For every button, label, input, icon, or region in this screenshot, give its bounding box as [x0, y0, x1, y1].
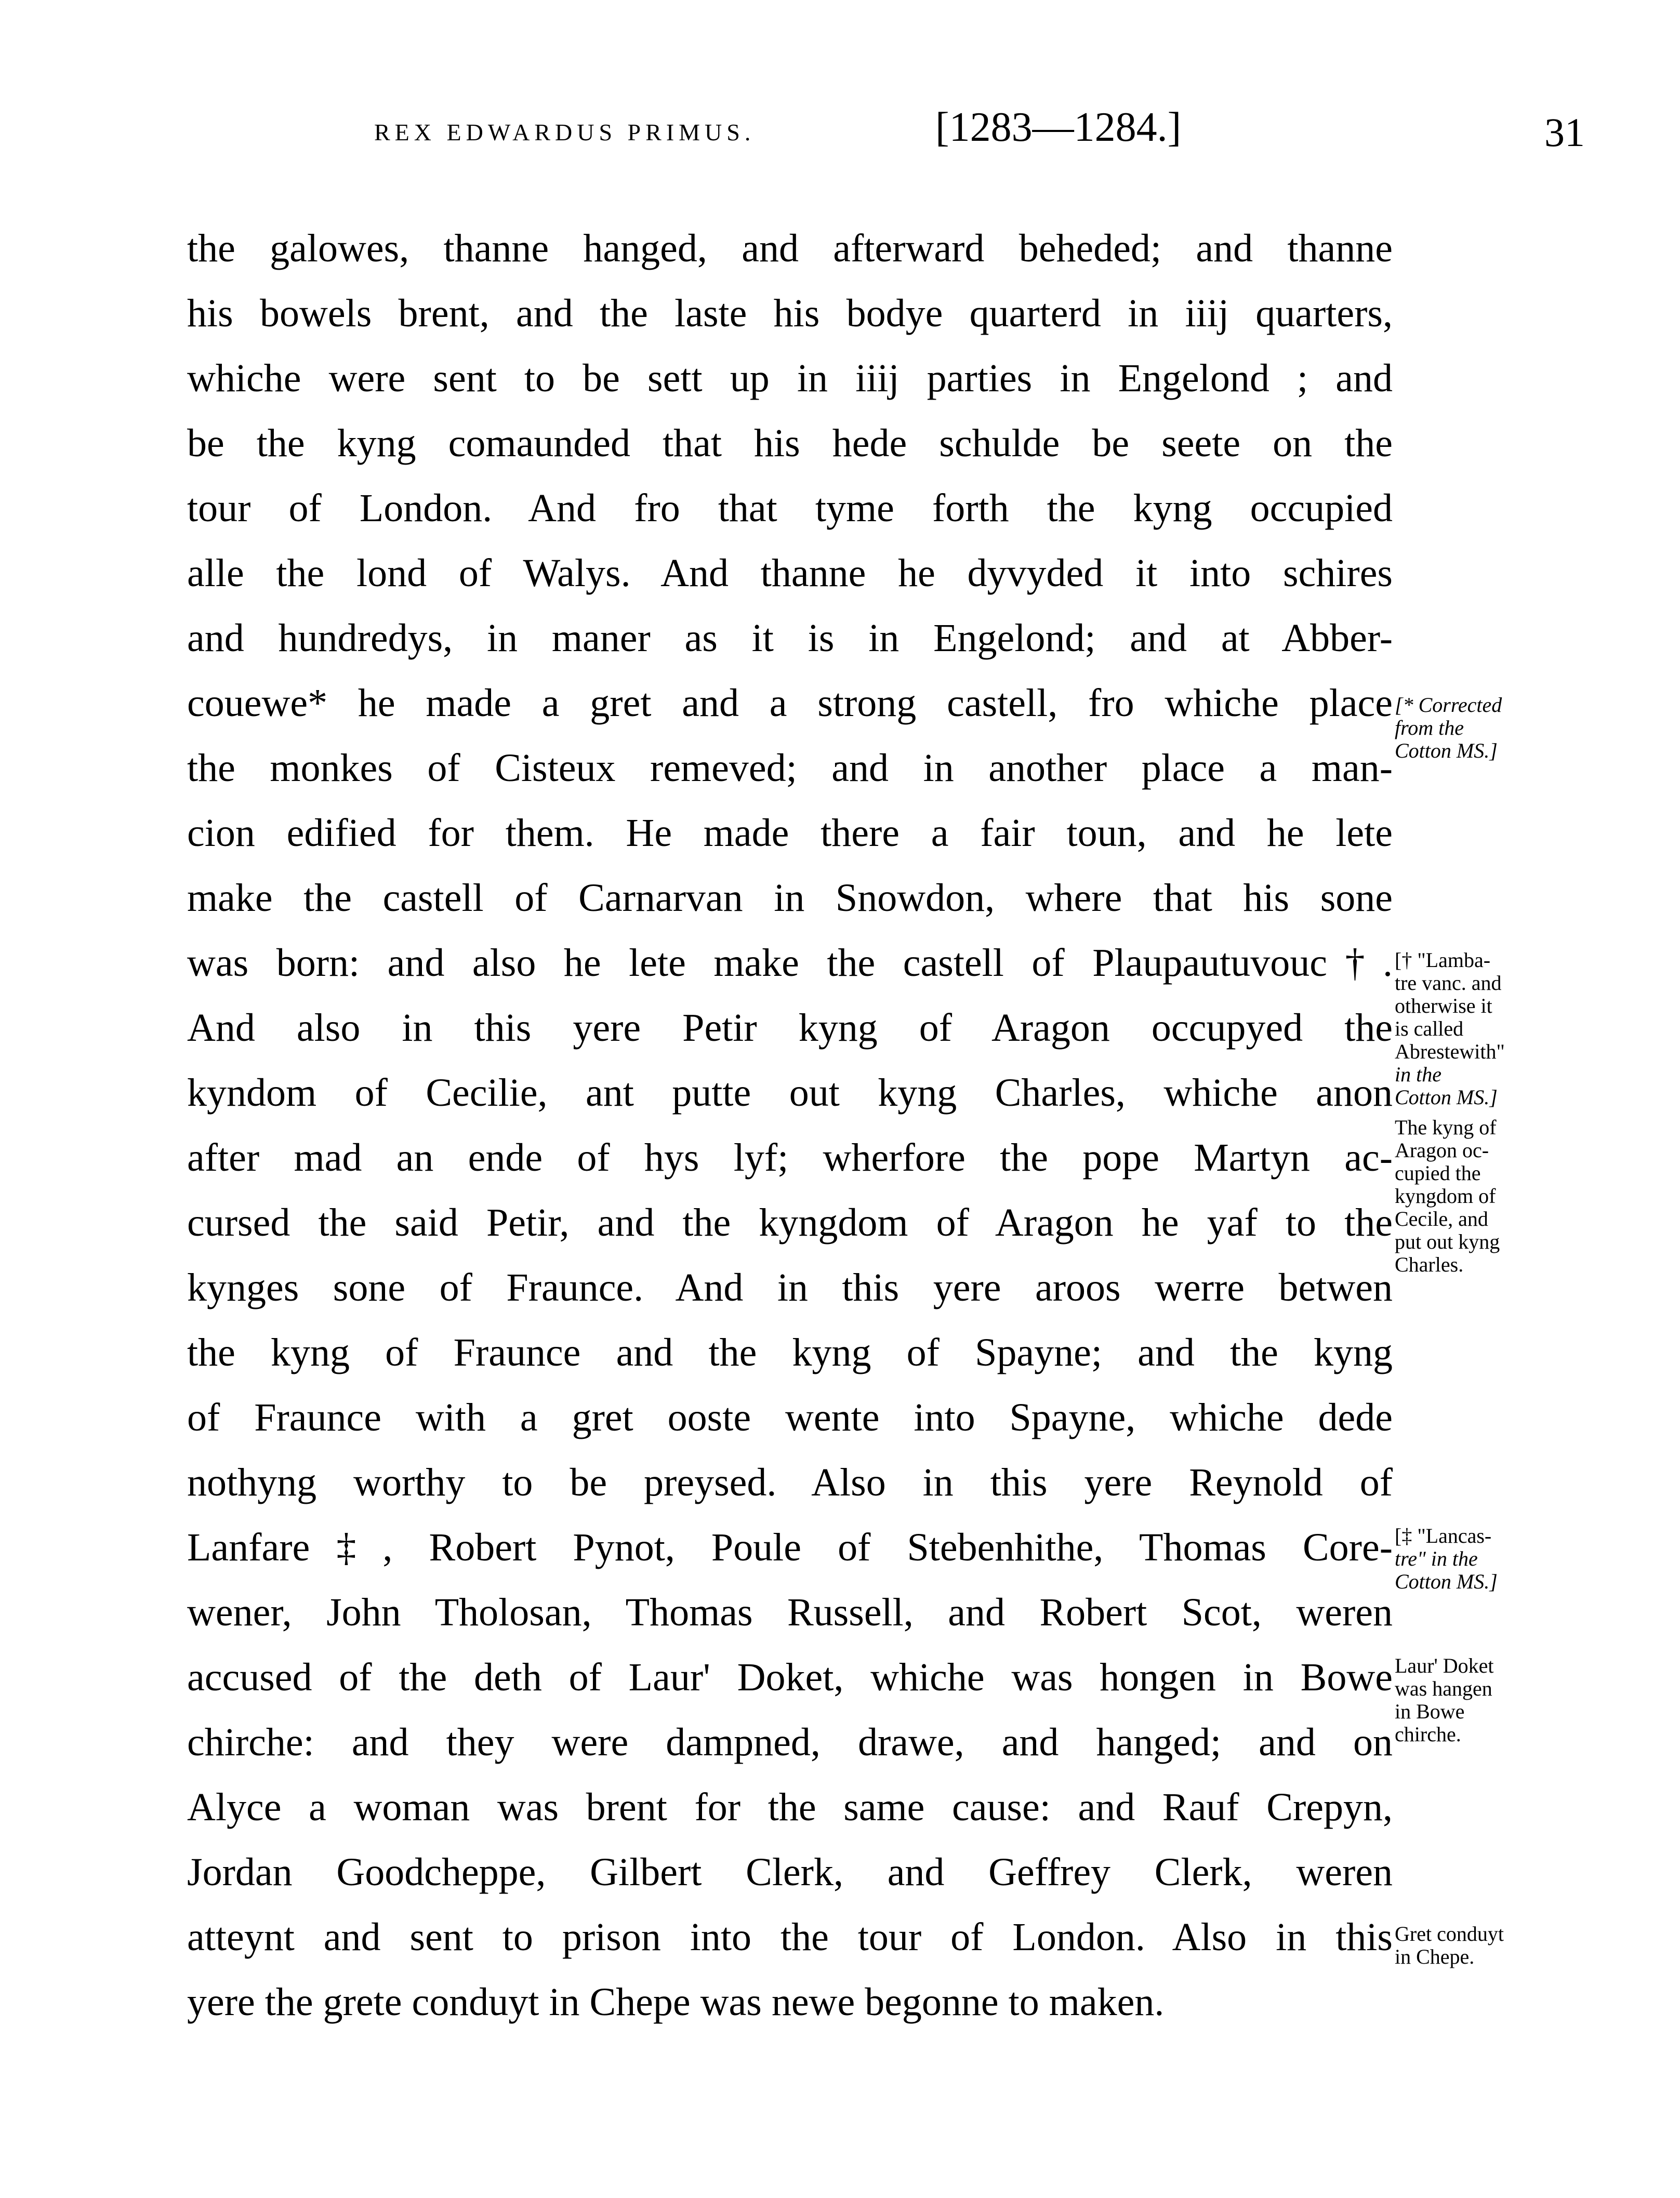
- text-line: be the kyng comaunded that his hede schulde be seete on the: [187, 421, 1393, 465]
- margin-note-lambatre: [1395, 949, 1582, 1109]
- text-line: nothyng worthy to be preysed. Also in this yere Reynold of: [187, 1461, 1393, 1504]
- note-line: cupied the: [1395, 1161, 1481, 1185]
- text-line: the monkes of Cisteux remeved; and in another place a man-: [187, 746, 1393, 790]
- text-line: chirche: and they were dampned, drawe, and hanged; and on: [187, 1720, 1393, 1764]
- text-line: kyndom of Cecilie, ant putte out kyng Charles, whiche anon: [187, 1071, 1393, 1115]
- note-line: The kyng of: [1395, 1116, 1497, 1139]
- text-line: alle the lond of Walys. And thanne he dyvyded it into schires: [187, 551, 1393, 595]
- text-line: yere the grete conduyt in Chepe was newe begonne to maken.: [187, 1980, 1165, 2024]
- note-line: in Chepe.: [1395, 1945, 1475, 1968]
- text-line: make the castell of Carnarvan in Snowdon, where that his sone: [187, 876, 1393, 920]
- text-line: Lanfare‡, Robert Pynot, Poule of Stebenhithe, Thomas Core-: [187, 1526, 1393, 1569]
- text-line: And also in this yere Petir kyng of Aragon occupyed the: [187, 1006, 1393, 1050]
- note-line: [‡ "Lancas-: [1395, 1524, 1492, 1547]
- running-title: REX EDWARDUS PRIMUS.: [374, 119, 756, 145]
- text-line: wener, John Tholosan, Thomas Russell, and Robert Scot, weren: [187, 1591, 1393, 1634]
- text-line: after mad an ende of hys lyf; wherfore the pope Martyn ac-: [187, 1136, 1393, 1180]
- note-line: Laur' Doket: [1395, 1654, 1494, 1677]
- margin-note-doket: [1395, 1654, 1582, 1746]
- note-line: Cotton MS.]: [1395, 739, 1498, 762]
- page-number: 31: [1544, 110, 1585, 155]
- body-text: [187, 216, 1393, 2035]
- note-line: chirche.: [1395, 1723, 1461, 1746]
- text-line: the kyng of Fraunce and the kyng of Spayne; and the kyng: [187, 1331, 1393, 1374]
- text-line: cion edified for them. He made there a fair toun, and he lete: [187, 811, 1393, 855]
- text-line: Jordan Goodcheppe, Gilbert Clerk, and Geffrey Clerk, weren: [187, 1850, 1393, 1894]
- note-line: Aragon oc-: [1395, 1138, 1489, 1162]
- text-line: the galowes, thanne hanged, and afterward beheded; and thanne: [187, 227, 1393, 270]
- text-line: kynges sone of Fraunce. And in this yere aroos werre betwen: [187, 1266, 1393, 1309]
- note-line: Cotton MS.]: [1395, 1085, 1498, 1109]
- margin-note-aragon: [1395, 1116, 1582, 1276]
- note-line: put out kyng: [1395, 1230, 1500, 1253]
- note-line: Cotton MS.]: [1395, 1570, 1498, 1593]
- note-line: kyngdom of: [1395, 1184, 1496, 1208]
- text-line: accused of the deth of Laur' Doket, whiche was hongen in Bowe: [187, 1656, 1393, 1699]
- note-line: Cecile, and: [1395, 1207, 1488, 1230]
- note-line: in the: [1395, 1063, 1441, 1086]
- text-line: whiche were sent to be sett up in iiij parties in Engelond ; and: [187, 356, 1393, 400]
- margin-note-conduyt: [1395, 1923, 1582, 1968]
- margin-note-lancastre: [1395, 1525, 1582, 1593]
- note-line: Gret conduyt: [1395, 1922, 1504, 1945]
- date-range: [1283—1284.]: [935, 104, 1182, 150]
- text-line: of Fraunce with a gret ooste wente into Spayne, whiche dede: [187, 1396, 1393, 1439]
- note-line: tre vanc. and: [1395, 971, 1502, 995]
- running-header: [374, 104, 1585, 161]
- note-line: is called: [1395, 1017, 1464, 1040]
- margin-note-corrected: [1395, 694, 1582, 762]
- text-line: was born: and also he lete make the castell of Plaupautuvouc†.: [187, 941, 1393, 985]
- text-line: cursed the said Petir, and the kyngdom of Aragon he yaf to the: [187, 1201, 1393, 1244]
- note-line: [* Corrected: [1395, 693, 1502, 717]
- note-line: tre" in the: [1395, 1547, 1478, 1570]
- text-line: couewe* he made a gret and a strong castell, fro whiche place: [187, 681, 1393, 725]
- note-line: in Bowe: [1395, 1700, 1465, 1723]
- text-line: his bowels brent, and the laste his bodye quarterd in iiij quarters,: [187, 292, 1393, 335]
- text-line: Alyce a woman was brent for the same cause: and Rauf Crepyn,: [187, 1785, 1393, 1829]
- note-line: from the: [1395, 716, 1464, 739]
- text-line: and hundredys, in maner as it is in Engelond; and at Abber-: [187, 616, 1393, 660]
- note-line: was hangen: [1395, 1677, 1492, 1700]
- note-line: Abrestewith": [1395, 1040, 1505, 1063]
- text-line: tour of London. And fro that tyme forth the kyng occupied: [187, 486, 1393, 530]
- text-line: atteynt and sent to prison into the tour of London. Also in this: [187, 1915, 1393, 1959]
- note-line: otherwise it: [1395, 994, 1492, 1017]
- note-line: Charles.: [1395, 1253, 1464, 1276]
- note-line: [† "Lamba-: [1395, 948, 1491, 972]
